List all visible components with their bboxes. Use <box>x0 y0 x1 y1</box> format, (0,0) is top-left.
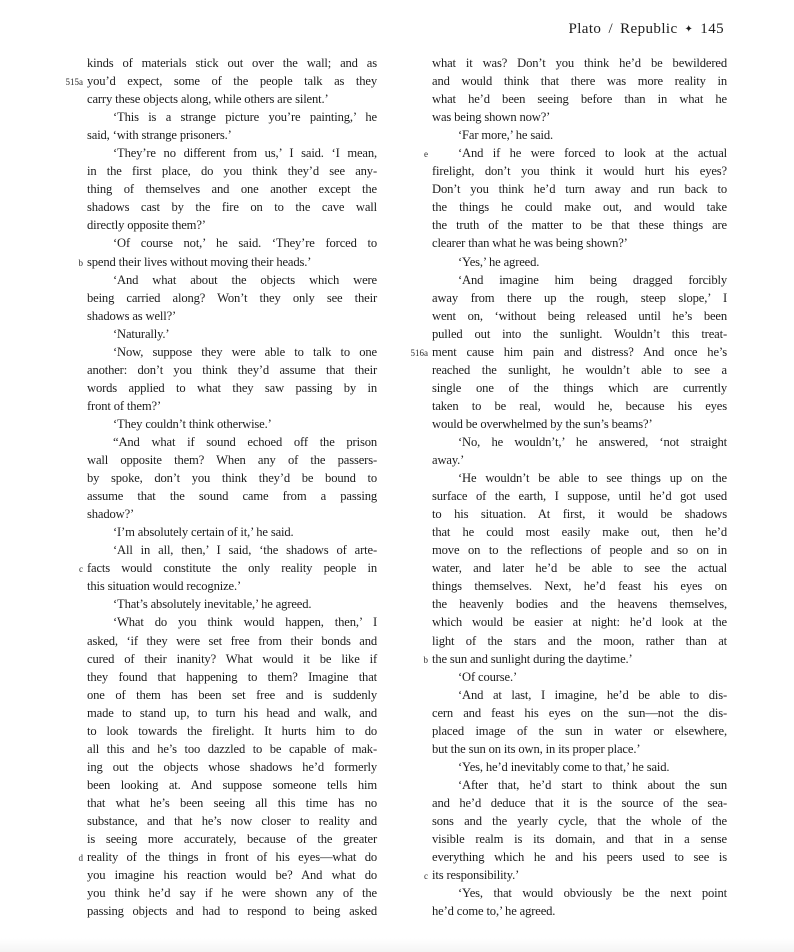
text-line <box>87 451 377 469</box>
text-line <box>432 722 727 740</box>
line-text: kinds of materials stick out over the wall; and as <box>87 56 377 70</box>
text-line <box>87 271 377 289</box>
text-line <box>87 758 377 776</box>
line-text: passing objects and had to respond to being asked <box>87 904 377 919</box>
line-text: and would think that there was more reality in <box>432 74 727 89</box>
text-line <box>432 632 727 650</box>
text-line <box>432 704 727 722</box>
text-line <box>432 361 727 379</box>
line-text: shadows cast by the fire on to the cave wall <box>87 200 377 215</box>
line-text: they found that happening to them? Imagine that <box>87 669 377 684</box>
text-line <box>424 144 727 162</box>
line-text: move on to the reflections of people and so on in <box>432 543 727 558</box>
line-text: in the first place, do you think they’d see any- <box>87 164 377 179</box>
line-text: surface of the earth, I suppose, until he’d got used <box>432 489 727 504</box>
text-line <box>78 848 377 866</box>
line-text: what it was? Don’t you think he’d be bewildered <box>432 56 727 70</box>
text-line <box>432 325 727 343</box>
text-line <box>432 776 727 794</box>
line-text: ‘He wouldn’t be able to see things up on the <box>458 471 727 486</box>
text-line <box>432 216 727 234</box>
line-text: firelight, don’t you think it would hurt his eyes? <box>432 164 727 179</box>
text-line <box>87 650 377 668</box>
text-line <box>87 866 377 884</box>
line-text: things themselves. Next, he’d feast his eyes on <box>432 579 727 594</box>
line-text: ‘After that, he’d start to think about the sun <box>458 777 727 792</box>
text-line <box>87 812 377 830</box>
text-columns <box>65 54 727 920</box>
line-text: and he’d deduce that it is the source of the sea- <box>432 795 727 810</box>
text-line <box>87 361 377 379</box>
line-text: would be overwhelmed by the sun’s beams?’ <box>432 416 653 431</box>
text-line <box>87 325 377 343</box>
text-line <box>424 866 727 884</box>
line-text: asked, ‘if they were set free from their bonds and <box>87 633 377 648</box>
line-text: ‘Yes,’ he agreed. <box>458 254 540 269</box>
line-text: assume that the sound came from a passing <box>87 489 377 504</box>
text-line <box>87 577 377 595</box>
line-text: shadows as well?’ <box>87 308 177 323</box>
text-line <box>432 108 727 126</box>
line-text: everything which he and his peers used to see is <box>432 850 727 865</box>
line-text: the sun and sunlight during the daytime.’ <box>432 651 633 666</box>
line-text: taken to be real, would he, because his eyes <box>432 398 727 413</box>
line-text: visible realm is its domain, and that in a sense <box>432 832 727 847</box>
left-text-column <box>65 54 377 920</box>
text-line <box>87 902 377 920</box>
line-text: wall opposite them? When any of the passers- <box>87 453 377 468</box>
text-line <box>432 379 727 397</box>
text-line <box>432 541 727 559</box>
text-line <box>432 271 727 289</box>
text-line <box>432 180 727 198</box>
line-text: the heavenly bodies and the heavens themselves, <box>432 597 727 612</box>
text-line <box>87 433 377 451</box>
stephanus-marker: 516a <box>410 347 428 358</box>
text-line <box>87 722 377 740</box>
line-text: by spoke, don’t you think they’d be bound to <box>87 471 377 486</box>
text-line <box>432 54 727 72</box>
text-line <box>432 686 727 704</box>
text-line <box>87 234 377 252</box>
line-text: away.’ <box>432 453 465 468</box>
line-text: ‘And if he were forced to look at the actual <box>458 146 727 161</box>
line-text: “And what if sound echoed off the prison <box>113 434 377 449</box>
line-text: you imagine his reaction would be? And what do <box>87 868 377 883</box>
line-text: ‘Far more,’ he said. <box>458 128 554 143</box>
text-line <box>87 776 377 794</box>
text-line <box>87 469 377 487</box>
text-line <box>432 433 727 451</box>
line-text: made to stand up, to turn his head and walk, and <box>87 705 377 720</box>
text-line <box>432 848 727 866</box>
line-text: to his situation. At first, it would be shadows <box>432 507 727 522</box>
text-line <box>432 812 727 830</box>
text-line <box>432 902 727 920</box>
line-text: to look towards the firelight. It hurts him to do <box>87 723 377 738</box>
text-line <box>432 487 727 505</box>
text-line <box>65 72 377 90</box>
stephanus-marker: c <box>79 564 83 575</box>
line-text: shadow?’ <box>87 507 135 522</box>
text-line <box>432 253 727 271</box>
line-text: that he could most easily make out, then he’d <box>432 525 727 540</box>
line-text: being carried along? Won’t they only see their <box>87 290 377 305</box>
line-text: this situation would recognize.’ <box>87 579 241 594</box>
line-text: the truth of the matter to be that these things are <box>432 218 727 233</box>
line-text: ‘Naturally.’ <box>113 326 170 341</box>
text-line <box>432 234 727 252</box>
line-text: front of them?’ <box>87 398 161 413</box>
text-line <box>432 162 727 180</box>
text-line <box>87 884 377 902</box>
text-line <box>432 740 727 758</box>
line-text: carry these objects along, while others are silent.’ <box>87 92 329 107</box>
text-line <box>432 90 727 108</box>
line-text: ‘And at last, I imagine, he’d be able to dis- <box>458 687 727 702</box>
text-line <box>432 523 727 541</box>
line-text: is seeing more accurately, because of the greater <box>87 832 377 847</box>
line-text: ‘And what about the objects which were <box>113 272 377 287</box>
line-text: ‘All in all, then,’ I said, ‘the shadows of arte- <box>113 543 377 558</box>
line-text: ‘What do you think would happen, then,’ I <box>113 615 377 630</box>
text-line <box>87 180 377 198</box>
line-text: you think he’d say if he were shown any of the <box>87 886 377 901</box>
line-text: reached the sunlight, he wouldn’t able to see a <box>432 362 727 377</box>
text-line <box>432 198 727 216</box>
line-text: its responsibility.’ <box>432 868 520 883</box>
text-line <box>87 90 377 108</box>
text-line <box>87 397 377 415</box>
text-line <box>87 108 377 126</box>
line-text: ‘This is a strange picture you’re painting,’ he <box>113 110 377 125</box>
text-line <box>432 830 727 848</box>
text-line <box>78 253 377 271</box>
line-text: facts would constitute the only reality people in <box>87 561 377 576</box>
stephanus-marker: b <box>423 654 428 665</box>
line-text: ‘I’m absolutely certain of it,’ he said. <box>113 525 294 540</box>
line-text: ‘Now, suppose they were able to talk to one <box>113 344 377 359</box>
text-line <box>87 144 377 162</box>
text-line <box>432 668 727 686</box>
line-text: reality of the things in front of his eyes—what do <box>87 850 377 865</box>
line-text: ment cause him pain and distress? And once he’s <box>432 344 727 359</box>
line-text: pulled out into the sunlight. Wouldn’t this treat- <box>432 326 727 341</box>
text-line <box>87 505 377 523</box>
line-text: said, ‘with strange prisoners.’ <box>87 128 232 143</box>
line-text: placed image of the sun in water or elsewhere, <box>432 723 727 738</box>
line-text: he’d come to,’ he agreed. <box>432 904 556 919</box>
header-title: Plato / Republic <box>568 21 678 37</box>
text-line <box>432 758 727 776</box>
stephanus-marker: 515a <box>65 77 83 88</box>
text-line <box>87 343 377 361</box>
stephanus-marker: e <box>424 149 428 160</box>
line-text: cured of their inanity? What would it be like if <box>87 651 377 666</box>
text-line <box>432 595 727 613</box>
text-line <box>87 541 377 559</box>
line-text: all this and he’s too dazzled to be capable of mak- <box>87 741 377 756</box>
line-text: spend their lives without moving their heads.’ <box>87 254 312 269</box>
line-text: substance, and that he’s now closer to reality and <box>87 813 377 828</box>
page-number: 145 <box>700 21 724 37</box>
line-text: Don’t you think he’d turn away and run back to <box>432 182 727 197</box>
text-line <box>432 451 727 469</box>
line-text: but the sun on its own, in its proper place.’ <box>432 741 641 756</box>
text-line <box>87 740 377 758</box>
line-text: directly opposite them?’ <box>87 218 206 233</box>
text-line <box>432 613 727 631</box>
line-text: went on, ‘without being released until he’s been <box>432 308 727 323</box>
stephanus-marker: c <box>424 871 428 882</box>
text-line <box>87 686 377 704</box>
line-text: what he’d been seeing before than in what he <box>432 92 727 107</box>
text-line <box>423 650 727 668</box>
text-line <box>87 162 377 180</box>
line-text: ‘And imagine him being dragged forcibly <box>458 272 727 287</box>
text-line <box>432 289 727 307</box>
line-text: light of the stars and the moon, rather than at <box>432 633 727 648</box>
line-text: been looking at. And suppose someone tells him <box>87 777 377 792</box>
text-line <box>87 379 377 397</box>
text-line <box>432 415 727 433</box>
line-text: thing of themselves and one another except the <box>87 182 377 197</box>
line-text: ing out the objects whose shadows he’d formerly <box>87 759 377 774</box>
text-line <box>79 559 377 577</box>
text-line <box>87 704 377 722</box>
text-line <box>432 884 727 902</box>
line-text: was being shown now?’ <box>432 110 551 125</box>
right-text-column <box>410 54 727 920</box>
line-text: the things he could make out, and would take <box>432 200 727 215</box>
line-text: away from there up the rough, steep slope,’ I <box>432 290 727 305</box>
text-line <box>87 415 377 433</box>
text-line <box>432 794 727 812</box>
text-line <box>87 830 377 848</box>
text-line <box>432 397 727 415</box>
text-line <box>87 523 377 541</box>
line-text: single one of the things which are currently <box>432 380 727 395</box>
text-line <box>87 54 377 72</box>
line-text: ‘They’re no different from us,’ I said. ‘I mean, <box>113 146 377 161</box>
line-text: you’d expect, some of the people talk as they <box>87 74 377 89</box>
text-line <box>432 126 727 144</box>
line-text: that what he’s been seeing all this time has no <box>87 795 377 810</box>
text-line <box>87 198 377 216</box>
text-line <box>87 216 377 234</box>
stephanus-marker: b <box>78 257 83 268</box>
line-text: ‘That’s absolutely inevitable,’ he agreed. <box>113 597 312 612</box>
line-text: ‘Of course.’ <box>458 669 518 684</box>
line-text: ‘They couldn’t think otherwise.’ <box>113 416 272 431</box>
text-line <box>432 577 727 595</box>
line-text: ‘Yes, he’d inevitably come to that,’ he said. <box>458 759 670 774</box>
running-header <box>568 21 724 38</box>
text-line <box>432 505 727 523</box>
text-line <box>87 794 377 812</box>
line-text: water, and later he’d be able to see the actual <box>432 561 727 576</box>
text-line <box>87 668 377 686</box>
line-text: cern and feast his eyes on the sun—not the dis- <box>432 705 727 720</box>
text-line <box>87 307 377 325</box>
line-text: clearer than what he was being shown?’ <box>432 236 628 251</box>
line-text: ‘Of course not,’ he said. ‘They’re forced to <box>113 236 377 251</box>
text-line <box>87 126 377 144</box>
line-text: which would be easier at night: he’d look at the <box>432 615 727 630</box>
text-line <box>410 343 727 361</box>
text-line <box>87 595 377 613</box>
text-line <box>432 469 727 487</box>
text-line <box>87 613 377 631</box>
line-text: words applied to what they saw passing by in <box>87 380 377 395</box>
text-line <box>432 72 727 90</box>
text-line <box>87 487 377 505</box>
line-text: one of them has been set free and is suddenly <box>87 687 377 702</box>
scan-shadow <box>0 938 794 952</box>
diamond-ornament-icon: ✦ <box>684 23 694 35</box>
text-line <box>432 559 727 577</box>
line-text: sons and the yearly cycle, that the whole of the <box>432 813 727 828</box>
text-line <box>87 289 377 307</box>
stephanus-marker: d <box>78 853 83 864</box>
line-text: another: don’t you think they’d assume that their <box>87 362 377 377</box>
text-line <box>87 632 377 650</box>
text-line <box>432 307 727 325</box>
line-text: ‘Yes, that would obviously be the next point <box>458 886 727 901</box>
line-text: ‘No, he wouldn’t,’ he answered, ‘not straight <box>458 434 727 449</box>
